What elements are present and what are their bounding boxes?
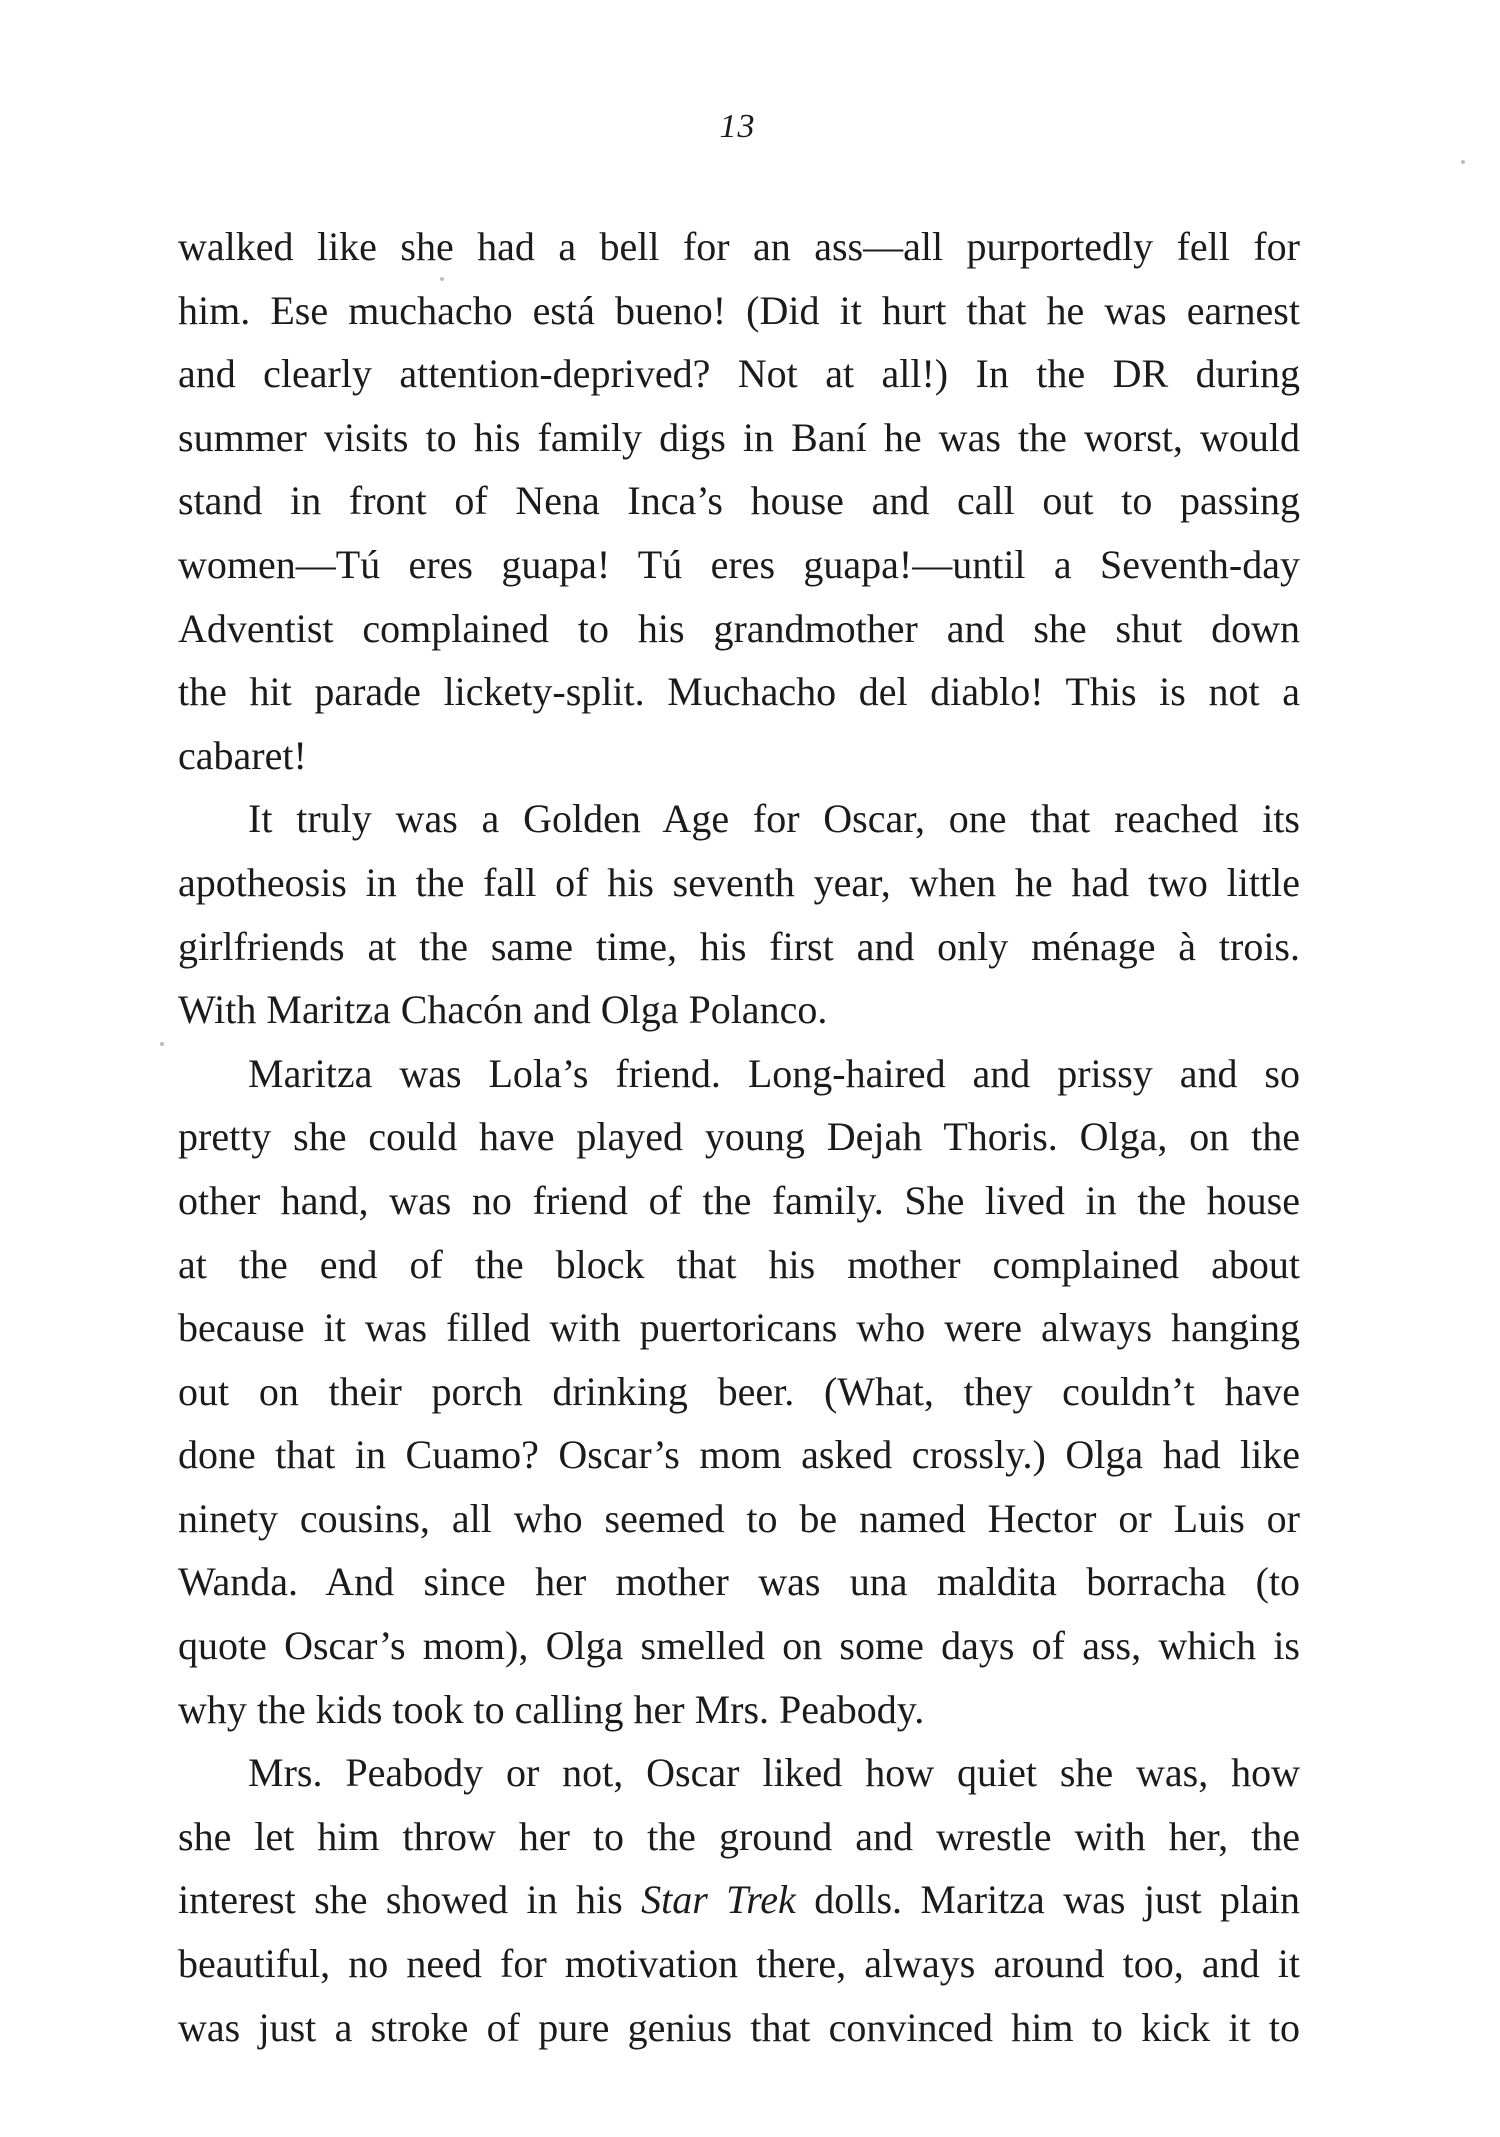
text-line: done that in Cuamo? Oscar’s mom asked crossly.) Olga had like (178, 1432, 1300, 1478)
paragraph (178, 787, 1300, 1041)
text-line: out on their porch drinking beer. (What, they couldn’t have (178, 1368, 1300, 1414)
paragraph (178, 1042, 1300, 1742)
page-number: 13 (719, 108, 756, 145)
text-line: walked like she had a bell for an ass—all purportedly fell for (178, 224, 1300, 269)
text-line: women—Tú eres guapa! Tú eres guapa!—until a Seventh-day (178, 541, 1300, 587)
book-title-italic: Star Trek (641, 1877, 796, 1923)
text-line: other hand, was no friend of the family. She lived in the house (178, 1177, 1300, 1223)
scan-speck (440, 277, 444, 281)
paragraph (178, 215, 1300, 787)
text-line-with-italic (178, 1868, 1300, 1932)
text-line: and clearly attention-deprived? Not at all!) In the DR during (178, 351, 1300, 397)
text-line: stand in front of Nena Inca’s house and call out to passing (178, 478, 1300, 524)
text-line: cabaret! (178, 732, 307, 778)
text-line: Wanda. And since her mother was una maldita borracha (to (178, 1559, 1300, 1605)
text-line: quote Oscar’s mom), Olga smelled on some days of ass, which is (178, 1623, 1300, 1669)
text-line: It truly was a Golden Age for Oscar, one that reached its (248, 796, 1300, 842)
scan-speck (160, 1042, 164, 1046)
text-line: ninety cousins, all who seemed to be named Hector or Luis or (178, 1495, 1300, 1541)
text-line: summer visits to his family digs in Baní he was the worst, would (178, 414, 1300, 460)
text-segment: interest she showed in his (178, 1877, 642, 1923)
text-line: Adventist complained to his grandmother and she shut down (178, 605, 1300, 651)
text-line: the hit parade lickety-split. Muchacho del diablo! This is not a (178, 669, 1300, 715)
paragraph (178, 1741, 1300, 2059)
body-text (178, 215, 1300, 2059)
text-line: why the kids took to calling her Mrs. Peabody. (178, 1686, 925, 1732)
text-line: beautiful, no need for motivation there, always around too, and it (178, 1941, 1300, 1987)
scan-speck (1461, 160, 1465, 164)
text-line: apotheosis in the fall of his seventh year, when he had two little (178, 859, 1300, 905)
text-line: at the end of the block that his mother complained about (178, 1241, 1300, 1287)
text-line: With Maritza Chacón and Olga Polanco. (178, 987, 828, 1033)
text-line: because it was filled with puertoricans who were always hanging (178, 1305, 1300, 1351)
text-line: girlfriends at the same time, his first and only ménage à trois. (178, 923, 1300, 969)
text-line: she let him throw her to the ground and wrestle with her, the (178, 1813, 1300, 1859)
text-line: Mrs. Peabody or not, Oscar liked how quiet she was, how (248, 1750, 1300, 1796)
text-segment: dolls. Maritza was just plain (795, 1877, 1300, 1923)
text-line: was just a stroke of pure genius that convinced him to kick it to (178, 2004, 1300, 2050)
text-line: him. Ese muchacho está bueno! (Did it hurt that he was earnest (178, 287, 1300, 333)
text-line: Maritza was Lola’s friend. Long-haired and prissy and so (248, 1050, 1300, 1096)
text-line: pretty she could have played young Dejah Thoris. Olga, on the (178, 1114, 1300, 1160)
